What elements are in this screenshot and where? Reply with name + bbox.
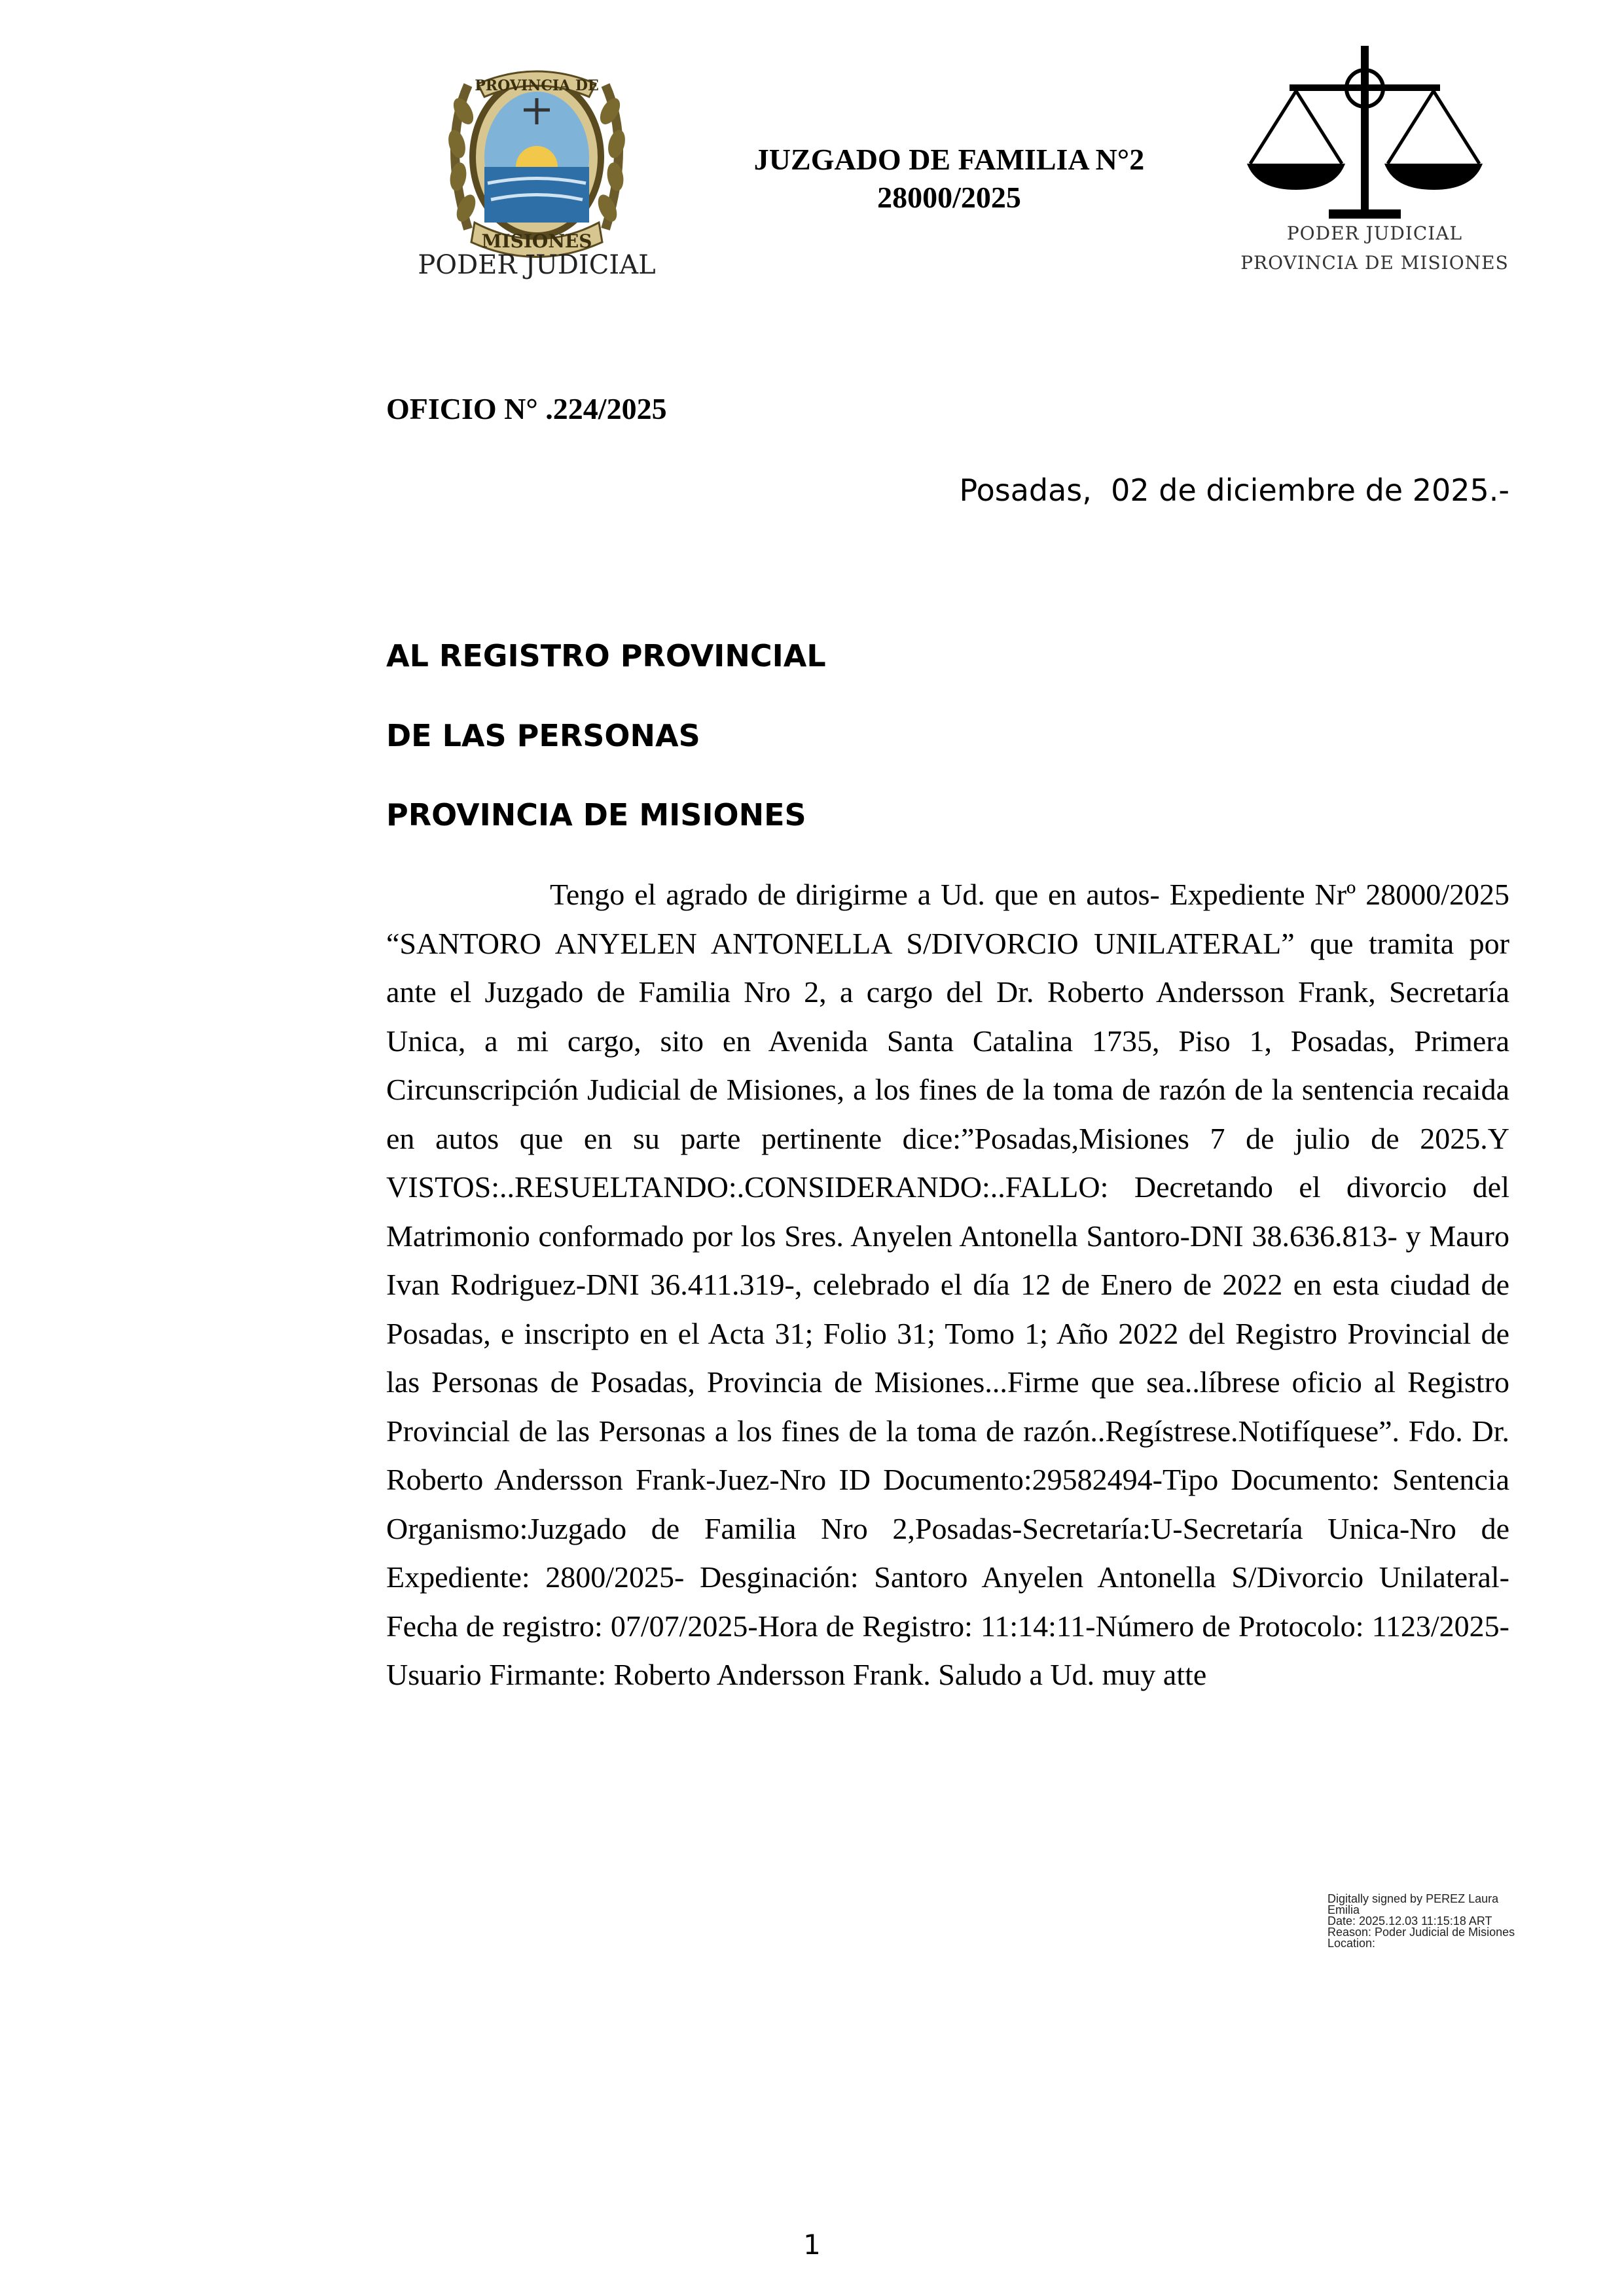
signature-signer-name: Emilia (1327, 1903, 1360, 1916)
signature-date: Date: 2025.12.03 11:15:18 ART (1327, 1914, 1492, 1928)
page-number: 1 (803, 2229, 821, 2261)
case-number: 28000/2025 (877, 181, 1021, 214)
scales-of-justice-icon (1231, 43, 1519, 232)
logo-right-caption-line2: PROVINCIA DE MISIONES (1240, 252, 1509, 274)
logo-left-caption: PODER JUDICIAL (418, 250, 656, 280)
court-name: JUZGADO DE FAMILIA N°2 (753, 143, 1145, 176)
signature-location: Location: (1327, 1937, 1376, 1950)
addressee-line-3: PROVINCIA DE MISIONES (386, 797, 806, 833)
logo-left-ribbon-bottom: MISIONES (481, 230, 592, 252)
logo-right-caption-line1: PODER JUDICIAL (1286, 223, 1463, 244)
place-date: Posadas, 02 de diciembre de 2025.- (959, 473, 1509, 508)
addressee-line-2: DE LAS PERSONAS (386, 718, 700, 753)
signature-signed-by: Digitally signed by PEREZ Laura (1327, 1892, 1499, 1905)
addressee-line-1: AL REGISTRO PROVINCIAL (386, 638, 826, 673)
signature-reason: Reason: Poder Judicial de Misiones (1327, 1926, 1515, 1939)
logo-left (406, 59, 668, 288)
logo-right (1231, 43, 1519, 291)
court-title (655, 141, 1244, 217)
letter-body: Tengo el agrado de dirigirme a Ud. que en autos- Expediente Nrº 28000/2025 “SANTORO ANYELEN ANTONELLA S/DIVORCIO UNILATERAL” que tramita por ante el Juzgado de Familia Nro 2, a cargo del Dr. Roberto Andersson Frank, Secretaría Unica, a mi cargo, sito en Avenida Santa Catalina 1735, Piso 1, Posadas, Primera Circunscripción Judicial de Misiones, a los fines de la toma de razón de la sentencia recaida en autos que en su parte pertinente dice:”Posadas,Misiones 7 de julio de 2025.Y VISTOS:..RESUELTANDO:.CONSIDERANDO:..FALLO: Decretando el divorcio del Matrimonio conformado por los Sres. Anyelen Antonella Santoro-DNI 38.636.813- y Mauro Ivan Rodriguez-DNI 36.411.319-, celebrado el día 12 de Enero de 2022 en esta ciudad de Posadas, e inscripto en el Acta 31; Folio 31; Tomo 1; Año 2022 del Registro Provincial de las Personas de Posadas, Provincia de Misiones...Firme que sea..líbrese oficio al Registro Provincial de las Personas a los fines de la toma de razón..Regístrese.Notifíquese”. Fdo. Dr. Roberto Andersson Frank-Juez-Nro ID Documento:29582494-Tipo Documento: Sentencia Organismo:Juzgado de Familia Nro 2,Posadas-Secretaría:U-Secretaría Unica-Nro de Expediente: 2800/2025- Desginación: Santoro Anyelen Antonella S/Divorcio Unilateral-Fecha de registro: 07/07/2025-Hora de Registro: 11:14:11-Número de Protocolo: 1123/2025-Usuario Firmante: Roberto Andersson Frank. Saludo a Ud. muy atte (386, 878, 1509, 1691)
oficio-number: OFICIO N° .224/2025 (386, 392, 667, 425)
logo-left-ribbon-top: PROVINCIA DE (475, 77, 599, 94)
digital-signature-block (1327, 1893, 1563, 1949)
